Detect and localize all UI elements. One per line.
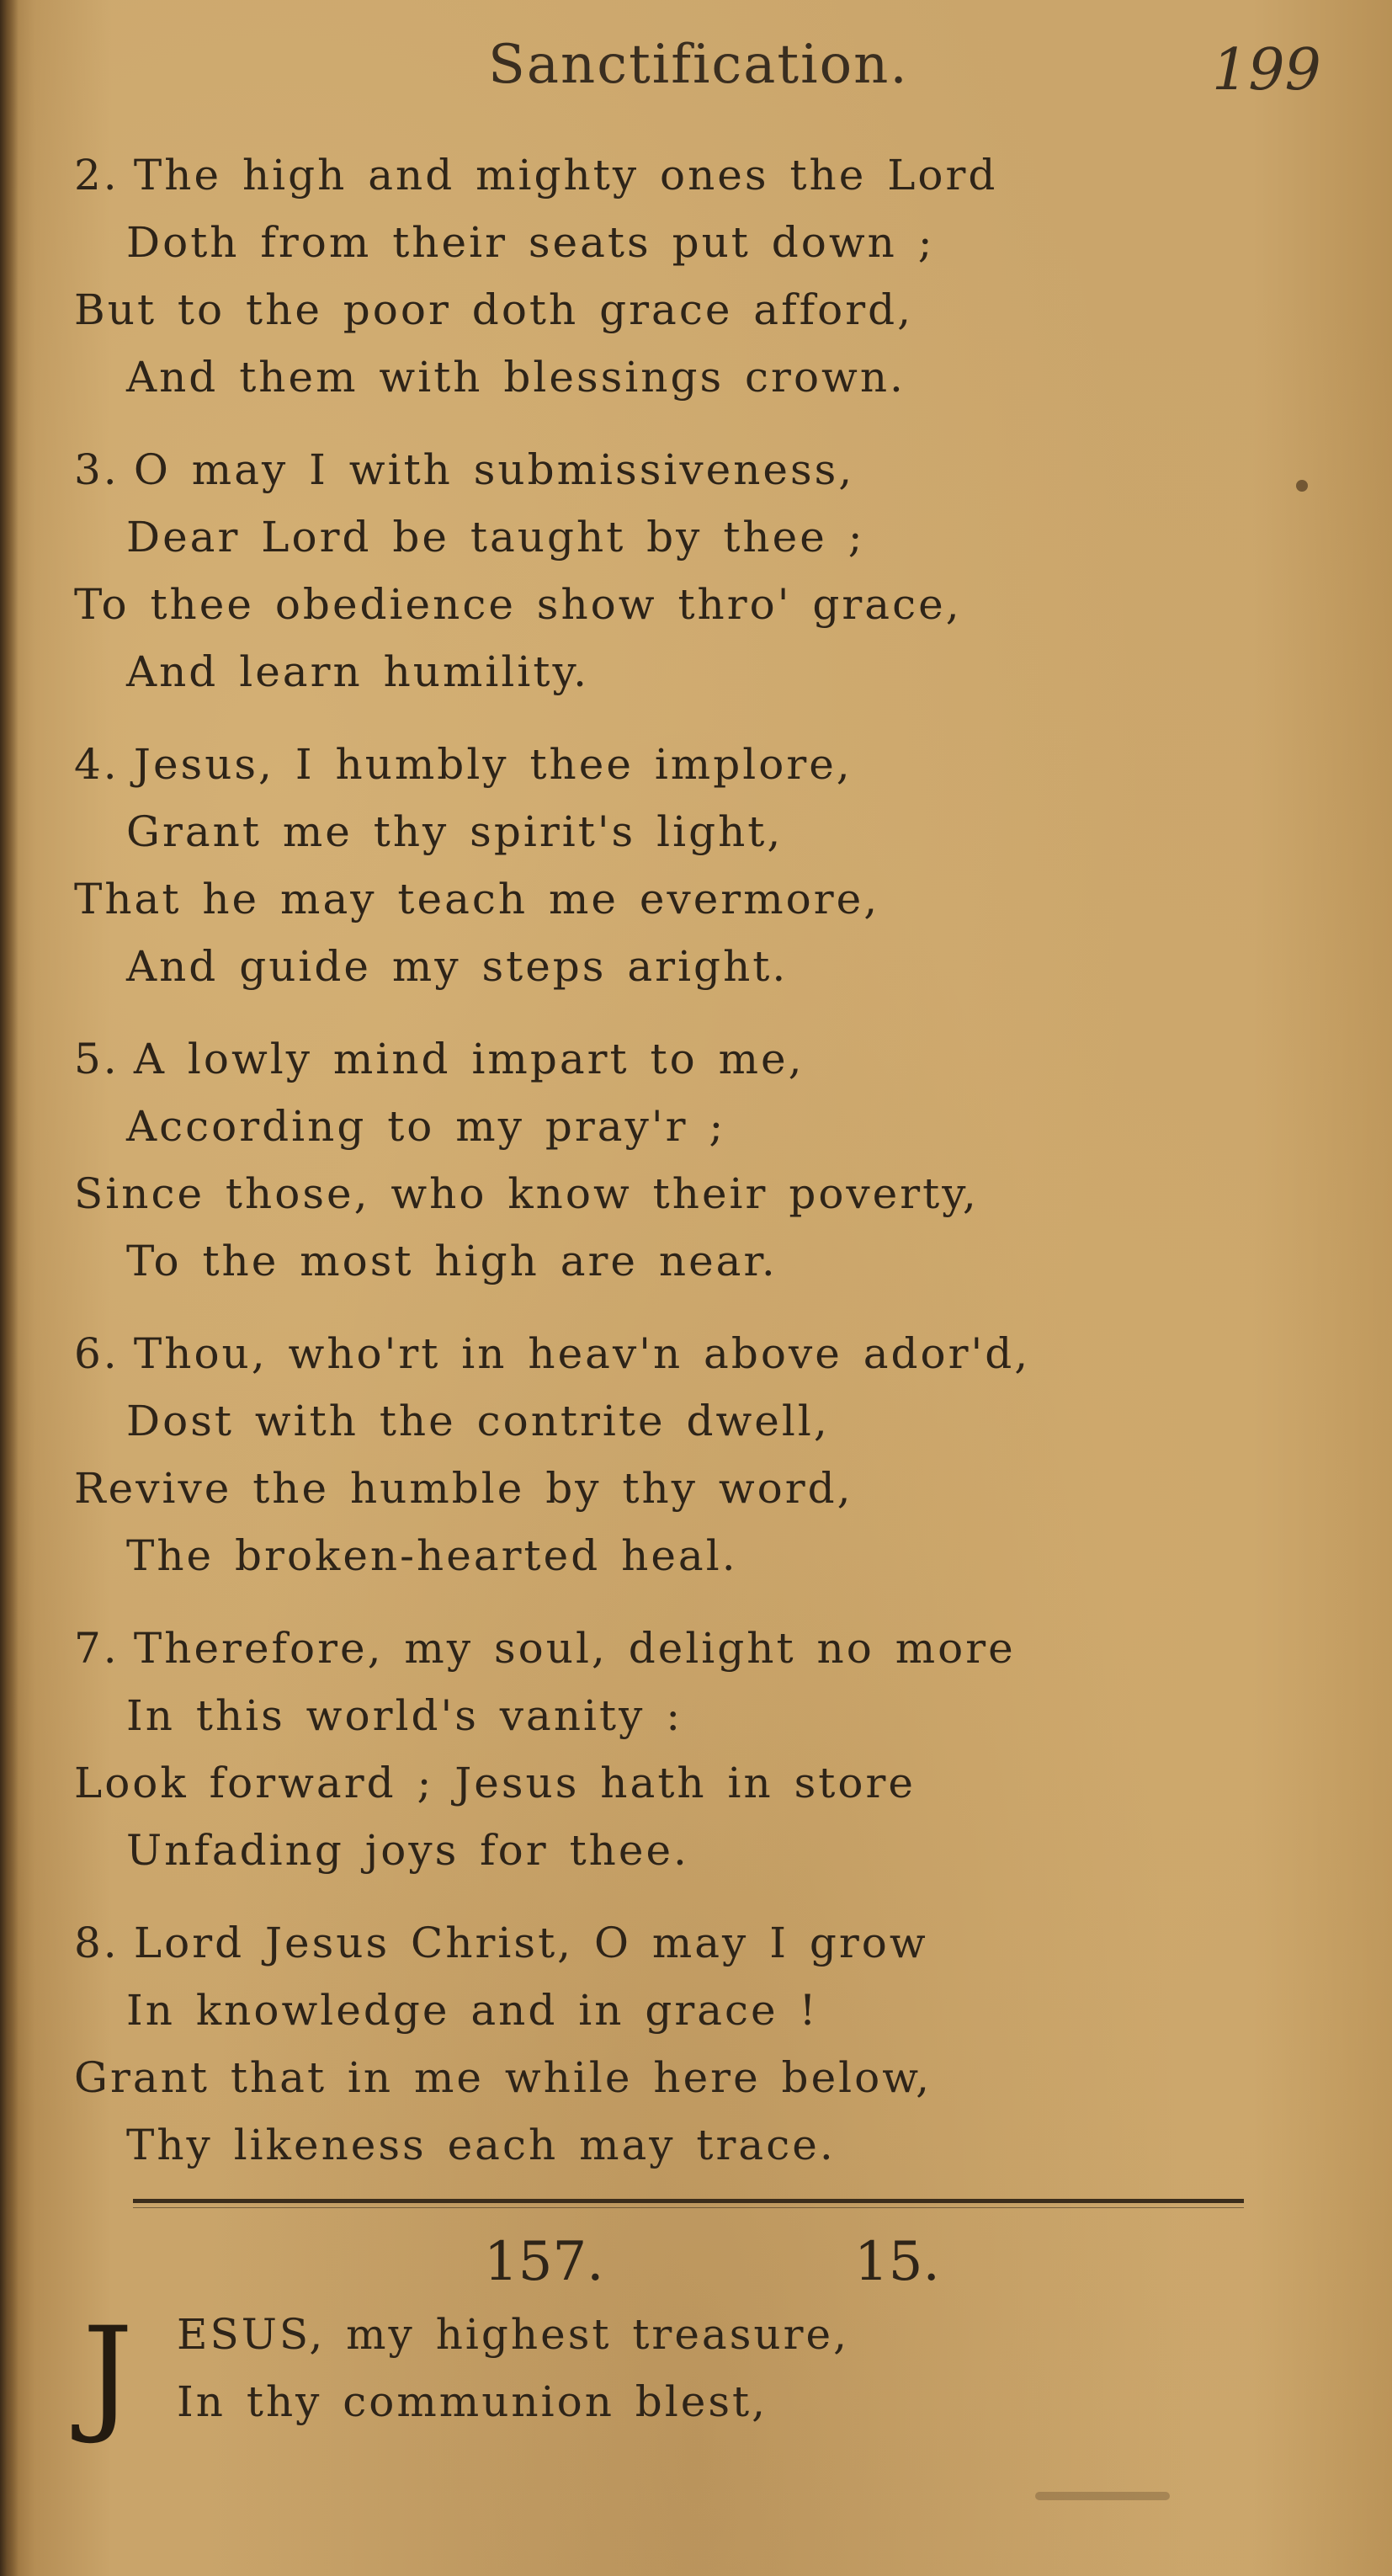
line-text: Thou, who'rt in heav'n above ador'd, <box>133 1329 1031 1378</box>
hymn-number: 157. <box>484 2231 604 2293</box>
binding-edge <box>0 0 19 2576</box>
page-number: 199 <box>1212 37 1321 104</box>
stanza-line: The broken-hearted heal. <box>126 1531 738 1580</box>
hymn-metre: 15. <box>854 2231 940 2293</box>
next-hymn-opening <box>82 2301 1261 2458</box>
line-text: Therefore, my soul, delight no more <box>133 1624 1016 1673</box>
stanza-line: Since those, who know their poverty, <box>74 1169 979 1218</box>
paper-stain <box>1035 2492 1170 2500</box>
stanza-line: Unfading joys for thee. <box>126 1826 689 1875</box>
stanza-number: 2. <box>74 151 120 200</box>
stanza-line: According to my pray'r ; <box>126 1102 726 1151</box>
stanza-5 <box>74 1025 1320 1295</box>
stanza-line: To thee obedience show thro' grace, <box>74 580 962 629</box>
stanza-line: Revive the humble by thy word, <box>74 1464 853 1513</box>
stanza-line: Grant me thy spirit's light, <box>126 807 784 856</box>
stanza-number: 5. <box>74 1035 120 1083</box>
stanza-number: 3. <box>74 445 120 494</box>
line-text: A lowly mind impart to me, <box>133 1035 805 1083</box>
stanza-line <box>74 1025 1320 1093</box>
stanza-line: Thy likeness each may trace. <box>126 2121 836 2169</box>
hymn-line: In thy communion blest, <box>177 2377 768 2426</box>
stanza-line <box>74 141 1320 209</box>
drop-cap: J <box>82 2301 134 2447</box>
stanza-line: And learn humility. <box>126 647 589 696</box>
next-hymn-header <box>0 2231 1392 2298</box>
stanza-4 <box>74 731 1320 1000</box>
stanza-line: That he may teach me evermore, <box>74 875 880 923</box>
line-text: The high and mighty ones the Lord <box>133 151 998 200</box>
stanza-6 <box>74 1320 1320 1589</box>
stanza-line: Dear Lord be taught by thee ; <box>126 513 865 562</box>
stanza-3 <box>74 436 1320 705</box>
stanza-line: Grant that in me while here below, <box>74 2053 932 2102</box>
stanza-line <box>74 1615 1320 1682</box>
stanza-line: And guide my steps aright. <box>126 942 789 991</box>
stanza-8 <box>74 1909 1320 2179</box>
section-rule-thin <box>133 2207 1244 2208</box>
stanza-line <box>74 731 1320 798</box>
stanza-line: Doth from their seats put down ; <box>126 218 935 267</box>
stanza-number: 7. <box>74 1624 120 1673</box>
line-text: Jesus, I humbly thee implore, <box>133 740 853 789</box>
stanza-line <box>74 1909 1320 1977</box>
stanza-line: In knowledge and in grace ! <box>126 1986 819 2035</box>
hymn-line: ESUS, my highest treasure, <box>177 2310 849 2359</box>
hymn-body <box>74 141 1320 2204</box>
section-rule <box>133 2199 1244 2203</box>
stanza-line: In this world's vanity : <box>126 1691 683 1740</box>
stanza-line: Look forward ; Jesus hath in store <box>74 1759 916 1807</box>
running-head <box>0 34 1392 118</box>
stanza-line: Dost with the contrite dwell, <box>126 1397 830 1445</box>
stanza-line <box>74 436 1320 503</box>
stanza-line <box>74 1320 1320 1387</box>
stanza-line: But to the poor doth grace afford, <box>74 285 914 334</box>
stanza-number: 6. <box>74 1329 120 1378</box>
stanza-line: To the most high are near. <box>126 1237 778 1285</box>
line-text: Lord Jesus Christ, O may I grow <box>133 1919 928 1967</box>
line-text: O may I with submissiveness, <box>133 445 855 494</box>
stanza-line: And them with blessings crown. <box>126 353 906 402</box>
stanza-number: 4. <box>74 740 120 789</box>
running-title: Sanctification. <box>488 34 909 96</box>
stanza-2 <box>74 141 1320 411</box>
stanza-number: 8. <box>74 1919 120 1967</box>
stanza-7 <box>74 1615 1320 1884</box>
